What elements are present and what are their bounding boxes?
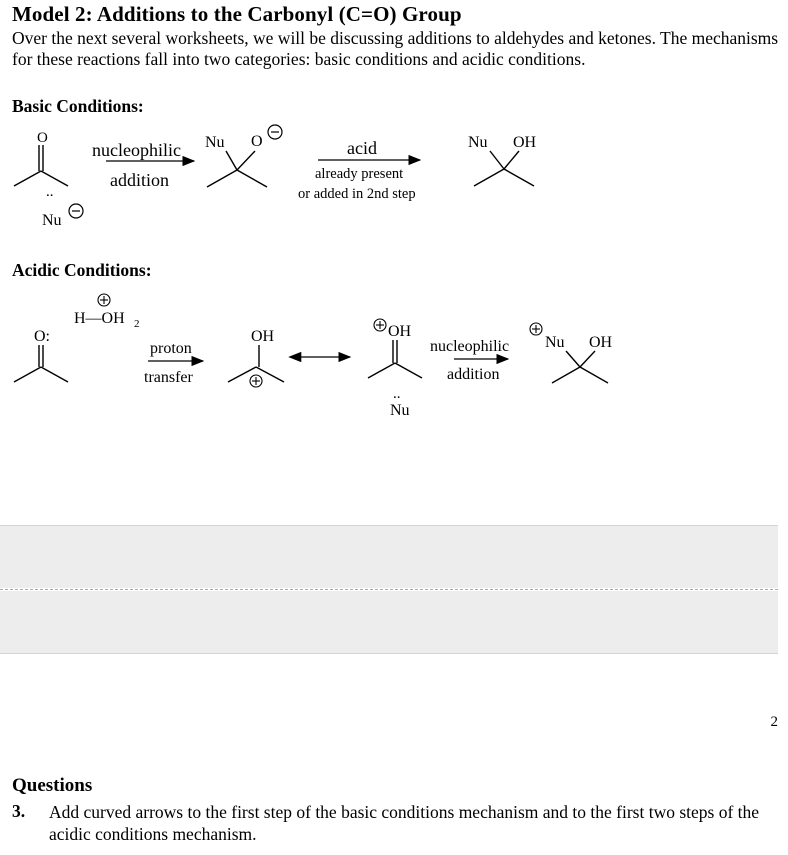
page-break-divider bbox=[0, 589, 778, 590]
product-oh-label: OH bbox=[513, 134, 537, 151]
proton-transfer-label-top: proton bbox=[150, 340, 192, 357]
product-nu-label: Nu bbox=[468, 134, 488, 151]
carbocation-resonance-structure bbox=[228, 345, 284, 382]
plus-charge-icon bbox=[98, 294, 110, 306]
step2-label-line1: already present bbox=[315, 166, 404, 182]
ketone-o-label: O bbox=[37, 130, 48, 146]
question-text: Add curved arrows to the first step of the basic conditions mechanism and to the first two steps of the acidic conditions mechanism. bbox=[49, 802, 760, 844]
plus-charge-icon bbox=[250, 375, 262, 387]
ketone-structure bbox=[14, 145, 68, 186]
oxocarbenium-resonance-structure bbox=[368, 340, 422, 378]
intermediate-o-label: O bbox=[251, 133, 263, 150]
svg-text:..: .. bbox=[46, 184, 54, 200]
plus-charge-icon bbox=[530, 323, 542, 335]
basic-conditions-heading: Basic Conditions: bbox=[12, 96, 144, 116]
step1-label-top: nucleophilic bbox=[92, 140, 181, 160]
page-number: 2 bbox=[770, 714, 778, 730]
nucleophile-label: Nu bbox=[42, 212, 62, 229]
step1-label-bottom: addition bbox=[110, 170, 169, 190]
svg-text:..: .. bbox=[393, 386, 401, 402]
questions-heading: Questions bbox=[12, 775, 93, 796]
page-break-band-top bbox=[0, 525, 778, 588]
nucleophile-label: Nu bbox=[390, 402, 410, 419]
product-nu-label: Nu bbox=[545, 334, 565, 351]
proton-transfer-label-bottom: transfer bbox=[144, 369, 193, 386]
acidic-conditions-heading: Acidic Conditions: bbox=[12, 260, 152, 280]
alcohol-product-structure bbox=[552, 351, 608, 383]
step2-label-line2: or added in 2nd step bbox=[298, 186, 416, 202]
nucleophilic-addition-label-top: nucleophilic bbox=[430, 338, 510, 355]
hydronium-subscript: 2 bbox=[134, 318, 140, 330]
alkoxide-intermediate-structure bbox=[207, 151, 267, 187]
minus-charge-icon bbox=[69, 204, 83, 218]
page-break-band-bottom bbox=[0, 591, 778, 653]
resonance1-oh-label: OH bbox=[251, 328, 275, 345]
minus-charge-icon bbox=[268, 125, 282, 139]
plus-charge-icon bbox=[374, 319, 386, 331]
page-title: Model 2: Additions to the Carbonyl (C=O) Group bbox=[12, 2, 462, 26]
product-oh-label: OH bbox=[589, 334, 613, 351]
intermediate-nu-label: Nu bbox=[205, 134, 225, 151]
basic-mechanism-scheme bbox=[0, 118, 788, 238]
question-number: 3. bbox=[12, 801, 26, 821]
acidic-mechanism-scheme bbox=[0, 285, 788, 430]
intro-paragraph: Over the next several worksheets, we will be discussing additions to aldehydes and ketones. The mechanisms for these reactions fall into two categories: basic conditions and acidic conditions. bbox=[12, 28, 779, 69]
ketone-o-label: O: bbox=[34, 328, 50, 345]
step2-label-top: acid bbox=[347, 138, 377, 158]
hydronium-label: H—OH bbox=[74, 310, 125, 327]
resonance2-oh-label: OH bbox=[388, 323, 412, 340]
nucleophilic-addition-label-bottom: addition bbox=[447, 366, 500, 383]
ketone-structure bbox=[14, 345, 68, 382]
alcohol-product-structure bbox=[474, 151, 534, 186]
